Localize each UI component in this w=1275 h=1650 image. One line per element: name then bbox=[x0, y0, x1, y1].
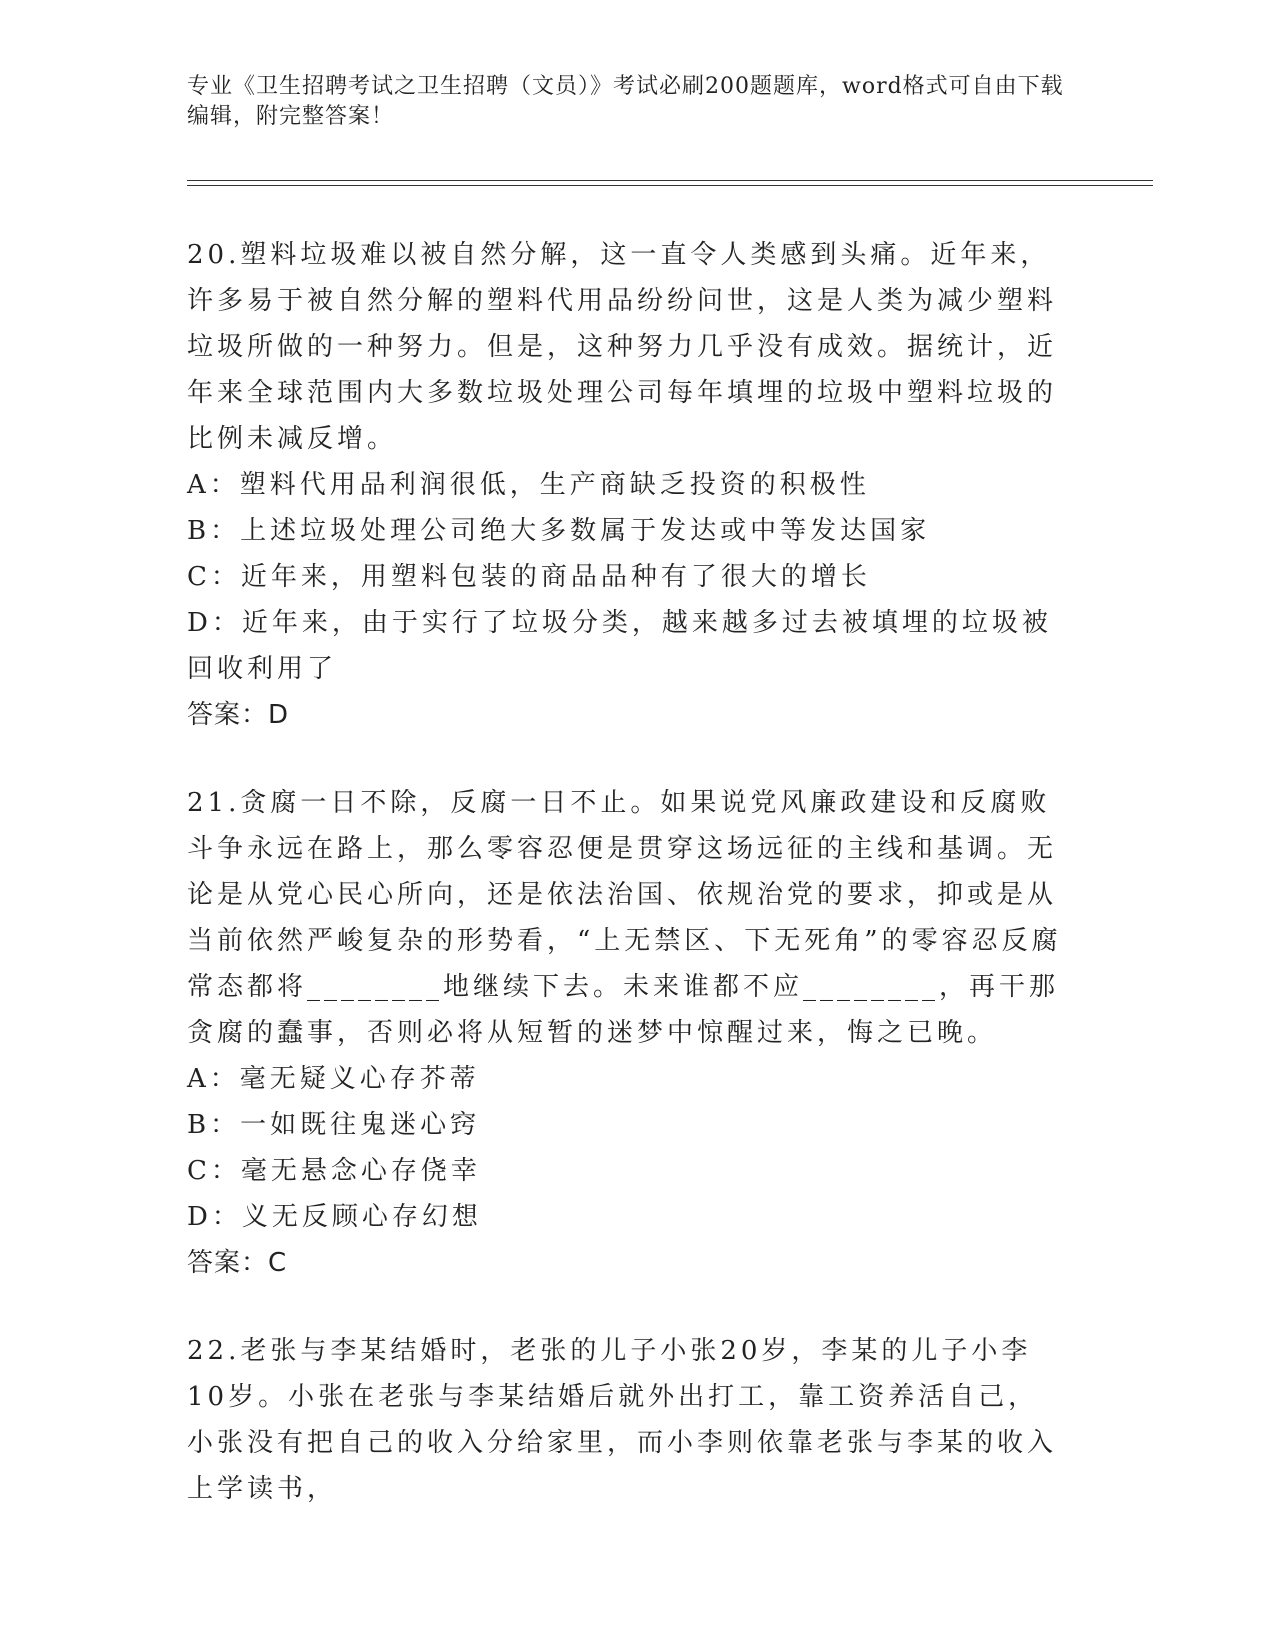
option-d: D：义无反顾心存幻想 bbox=[187, 1202, 482, 1232]
document-header bbox=[187, 72, 1067, 132]
option-b: B：上述垃圾处理公司绝大多数属于发达或中等发达国家 bbox=[187, 516, 931, 546]
option-a: A：毫无疑义心存芥蒂 bbox=[187, 1064, 480, 1094]
header-text: 专业《卫生招聘考试之卫生招聘（文员）》考试必刷200题题库，word格式可自由下载编辑，附完整答案！ bbox=[187, 74, 1064, 129]
question-stem: 21.贪腐一日不除，反腐一日不止。如果说党风廉政建设和反腐败斗争永远在路上，那么零容忍便是贯穿这场远征的主线和基调。无论是从党心民心所向，还是依法治国、依规治党的要求，抑或是从当前依然严峻复杂的形势看，“上无禁区、下无死角”的零容忍反腐常态都将________地继续下去。未来谁都不应________，再干那贪腐的蠢事，否则必将从短暂的迷梦中惊醒过来，悔之已晚。 bbox=[187, 788, 1062, 1048]
header-divider-top bbox=[187, 180, 1153, 181]
header-divider-bottom bbox=[187, 185, 1153, 186]
option-c: C：毫无悬念心存侥幸 bbox=[187, 1156, 481, 1186]
question-22 bbox=[187, 1328, 1067, 1512]
option-d: D：近年来，由于实行了垃圾分类，越来越多过去被填埋的垃圾被回收利用了 bbox=[187, 608, 1052, 684]
question-21 bbox=[187, 780, 1067, 1286]
question-stem: 22.老张与李某结婚时，老张的儿子小张20岁，李某的儿子小李10岁。小张在老张与李某结婚后就外出打工，靠工资养活自己，小张没有把自己的收入分给家里，而小李则依靠老张与李某的收入上学读书， bbox=[187, 1336, 1058, 1504]
option-b: B：一如既往鬼迷心窍 bbox=[187, 1110, 481, 1140]
answer: 答案：D bbox=[187, 700, 290, 730]
question-stem: 20.塑料垃圾难以被自然分解，这一直令人类感到头痛。近年来，许多易于被自然分解的塑料代用品纷纷问世，这是人类为减少塑料垃圾所做的一种努力。但是，这种努力几乎没有成效。据统计，近年来全球范围内大多数垃圾处理公司每年填埋的垃圾中塑料垃圾的比例未减反增。 bbox=[187, 240, 1058, 454]
option-c: C：近年来，用塑料包装的商品品种有了很大的增长 bbox=[187, 562, 871, 592]
option-a: A：塑料代用品利润很低，生产商缺乏投资的积极性 bbox=[187, 470, 870, 500]
answer: 答案：C bbox=[187, 1248, 288, 1278]
question-20 bbox=[187, 232, 1067, 738]
